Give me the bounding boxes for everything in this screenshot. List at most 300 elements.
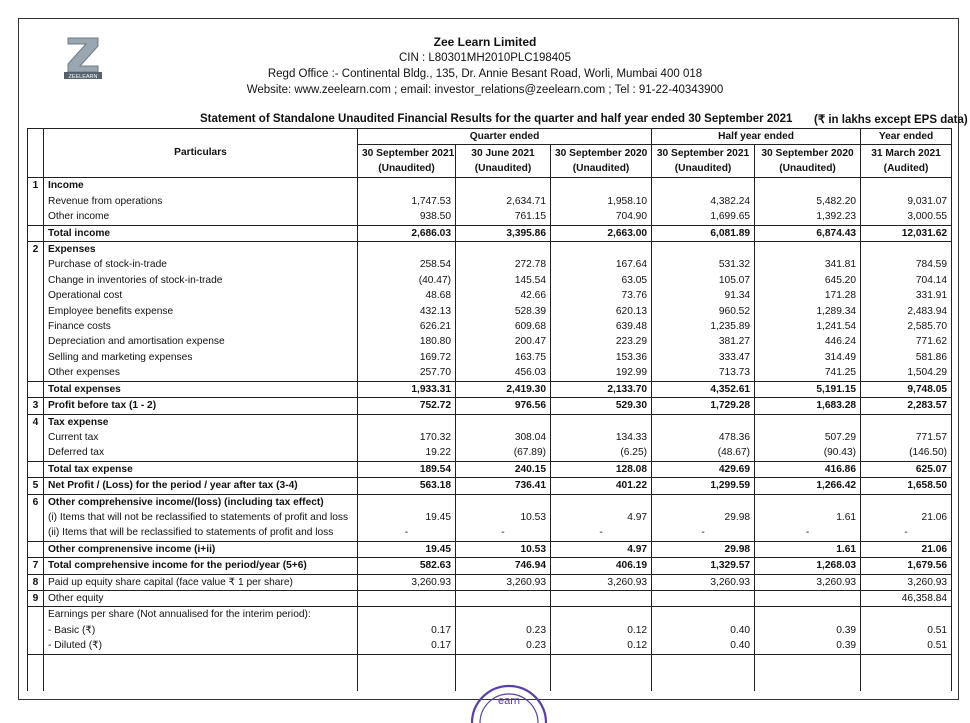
row-label: Other comprenensive income (i+ii) [44, 541, 358, 557]
table-row [28, 209, 952, 225]
table-row [28, 558, 952, 574]
row-label: - Diluted (₹) [44, 638, 358, 654]
particulars-header: Particulars [44, 145, 358, 178]
row-label: Tax expense [44, 414, 358, 430]
column-header: 31 March 2021 (Audited) [861, 145, 952, 178]
value-cell: 1,679.56 [861, 558, 952, 574]
value-cell: 4,382.24 [652, 194, 755, 209]
value-cell: 21.06 [861, 541, 952, 557]
row-label: Other equity [44, 590, 358, 606]
empty-cell [861, 654, 952, 691]
value-cell: 1,958.10 [551, 194, 652, 209]
row-number [28, 638, 44, 654]
table-row [28, 461, 952, 477]
table-row [28, 334, 952, 349]
value-cell: 0.23 [456, 623, 551, 638]
value-cell: 4.97 [551, 510, 652, 525]
row-number [28, 319, 44, 334]
value-cell: 1,504.29 [861, 365, 952, 381]
value-cell: 73.76 [551, 288, 652, 303]
value-cell: 639.48 [551, 319, 652, 334]
row-number [28, 350, 44, 365]
value-cell: (146.50) [861, 445, 952, 461]
value-cell: 308.04 [456, 430, 551, 445]
value-cell [551, 414, 652, 430]
value-cell: 19.22 [358, 445, 456, 461]
value-cell: 3,395.86 [456, 225, 551, 241]
quarter-ended-header: Quarter ended [358, 129, 652, 145]
value-cell: 446.24 [755, 334, 861, 349]
table-row [28, 257, 952, 272]
row-label: Income [44, 178, 358, 194]
value-cell [358, 590, 456, 606]
value-cell: 582.63 [358, 558, 456, 574]
row-number: 8 [28, 574, 44, 590]
value-cell: 1,683.28 [755, 398, 861, 414]
value-cell: 4,352.61 [652, 381, 755, 397]
value-cell: 171.28 [755, 288, 861, 303]
value-cell: 0.17 [358, 638, 456, 654]
value-cell: 0.51 [861, 638, 952, 654]
value-cell: 0.17 [358, 623, 456, 638]
value-cell: 200.47 [456, 334, 551, 349]
value-cell: 784.59 [861, 257, 952, 272]
value-cell: 145.54 [456, 273, 551, 288]
value-cell: 19.45 [358, 541, 456, 557]
value-cell: 91.34 [652, 288, 755, 303]
value-cell [551, 494, 652, 510]
value-cell [755, 242, 861, 258]
column-header: 30 September 2021 (Unaudited) [358, 145, 456, 178]
row-number [28, 445, 44, 461]
table-row [28, 574, 952, 590]
value-cell: 416.86 [755, 461, 861, 477]
value-cell: (40.47) [358, 273, 456, 288]
row-label: Finance costs [44, 319, 358, 334]
svg-text:earn: earn [497, 695, 521, 707]
financial-results-table [27, 128, 952, 691]
row-number [28, 304, 44, 319]
row-label: Total comprehensive income for the period/year (5+6) [44, 558, 358, 574]
value-cell [861, 414, 952, 430]
cin-line: CIN : L80301MH2010PLC198405 [399, 52, 571, 64]
row-label: Revenue from operations [44, 194, 358, 209]
row-label: Deferred tax [44, 445, 358, 461]
row-label: Expenses [44, 242, 358, 258]
value-cell: 771.62 [861, 334, 952, 349]
table-row [28, 398, 952, 414]
row-number: 7 [28, 558, 44, 574]
half-year-ended-header: Half year ended [652, 129, 861, 145]
row-number: 6 [28, 494, 44, 510]
value-cell: 3,260.93 [652, 574, 755, 590]
table-row [28, 304, 952, 319]
value-cell: 0.40 [652, 638, 755, 654]
group-header-row [28, 129, 952, 145]
table-row [28, 225, 952, 241]
value-cell: 429.69 [652, 461, 755, 477]
value-cell: 0.40 [652, 623, 755, 638]
value-cell: 19.45 [358, 510, 456, 525]
row-label: Purchase of stock-in-trade [44, 257, 358, 272]
row-number [28, 510, 44, 525]
table-row [28, 590, 952, 606]
value-cell: 9,748.05 [861, 381, 952, 397]
value-cell: 1,329.57 [652, 558, 755, 574]
value-cell: 63.05 [551, 273, 652, 288]
value-cell: (90.43) [755, 445, 861, 461]
row-number [28, 541, 44, 557]
value-cell: 105.07 [652, 273, 755, 288]
value-cell: 2,663.00 [551, 225, 652, 241]
value-cell [652, 414, 755, 430]
value-cell: 1,392.23 [755, 209, 861, 225]
value-cell [358, 178, 456, 194]
column-header: 30 September 2020 (Unaudited) [755, 145, 861, 178]
value-cell [755, 178, 861, 194]
value-cell [551, 590, 652, 606]
table-row [28, 178, 952, 194]
value-cell: 163.75 [456, 350, 551, 365]
value-cell: 314.49 [755, 350, 861, 365]
row-number [28, 288, 44, 303]
value-cell: 2,483.94 [861, 304, 952, 319]
column-header: 30 June 2021 (Unaudited) [456, 145, 551, 178]
registered-office-line: Regd Office :- Continental Bldg., 135, Dr. Annie Besant Road, Worli, Mumbai 400 018 [267, 68, 703, 80]
row-label: Total expenses [44, 381, 358, 397]
value-cell [861, 242, 952, 258]
value-cell: 2,585.70 [861, 319, 952, 334]
value-cell: 976.56 [456, 398, 551, 414]
empty-cell [551, 654, 652, 691]
value-cell: 29.98 [652, 510, 755, 525]
row-number [28, 461, 44, 477]
value-cell: 741.25 [755, 365, 861, 381]
value-cell: 381.27 [652, 334, 755, 349]
value-cell: 529.30 [551, 398, 652, 414]
value-cell: 5,482.20 [755, 194, 861, 209]
row-number: 5 [28, 478, 44, 494]
value-cell: 153.36 [551, 350, 652, 365]
table-row [28, 623, 952, 638]
row-number [28, 623, 44, 638]
table-row [28, 445, 952, 461]
value-cell [861, 607, 952, 623]
value-cell [652, 607, 755, 623]
value-cell: 3,260.93 [755, 574, 861, 590]
value-cell: 6,081.89 [652, 225, 755, 241]
value-cell: 625.07 [861, 461, 952, 477]
value-cell: 272.78 [456, 257, 551, 272]
value-cell: 258.54 [358, 257, 456, 272]
value-cell: 331.91 [861, 288, 952, 303]
value-cell: 3,000.55 [861, 209, 952, 225]
value-cell: 406.19 [551, 558, 652, 574]
value-cell [456, 242, 551, 258]
value-cell: 180.80 [358, 334, 456, 349]
row-label: (i) Items that will not be reclassified to statements of profit and loss [44, 510, 358, 525]
value-cell [861, 494, 952, 510]
value-cell [861, 178, 952, 194]
table-row [28, 525, 952, 541]
value-cell: 645.20 [755, 273, 861, 288]
value-cell: 432.13 [358, 304, 456, 319]
row-label: Paid up equity share capital (face value ₹ 1 per share) [44, 574, 358, 590]
empty-cell [755, 654, 861, 691]
value-cell [456, 178, 551, 194]
row-label: Selling and marketing expenses [44, 350, 358, 365]
value-cell [652, 178, 755, 194]
value-cell: 6,874.43 [755, 225, 861, 241]
value-cell [755, 494, 861, 510]
value-cell: 240.15 [456, 461, 551, 477]
value-cell: 736.41 [456, 478, 551, 494]
value-cell: 333.47 [652, 350, 755, 365]
row-number [28, 607, 44, 623]
value-cell: 3,260.93 [358, 574, 456, 590]
value-cell [652, 242, 755, 258]
value-cell: 46,358.84 [861, 590, 952, 606]
row-label: Total income [44, 225, 358, 241]
value-cell: 12,031.62 [861, 225, 952, 241]
value-cell: 29.98 [652, 541, 755, 557]
table-row [28, 194, 952, 209]
column-header: 30 September 2020 (Unaudited) [551, 145, 652, 178]
row-number [28, 381, 44, 397]
row-label: Employee benefits expense [44, 304, 358, 319]
value-cell: 771.57 [861, 430, 952, 445]
value-cell: 1,235.89 [652, 319, 755, 334]
value-cell [456, 607, 551, 623]
value-cell: 42.66 [456, 288, 551, 303]
table-row [28, 607, 952, 623]
value-cell: 1,241.54 [755, 319, 861, 334]
value-cell: 746.94 [456, 558, 551, 574]
value-cell: 0.39 [755, 623, 861, 638]
empty-cell [28, 654, 44, 691]
empty-cell [358, 654, 456, 691]
value-cell: 2,634.71 [456, 194, 551, 209]
value-cell: 1,266.42 [755, 478, 861, 494]
row-label: (ii) Items that will be reclassified to statements of profit and loss [44, 525, 358, 541]
value-cell: (6.25) [551, 445, 652, 461]
value-cell: 21.06 [861, 510, 952, 525]
row-number [28, 525, 44, 541]
row-label: Current tax [44, 430, 358, 445]
value-cell: 752.72 [358, 398, 456, 414]
value-cell: 1,933.31 [358, 381, 456, 397]
table-row [28, 510, 952, 525]
value-cell: - [861, 525, 952, 541]
value-cell: 5,191.15 [755, 381, 861, 397]
value-cell: 1.61 [755, 510, 861, 525]
value-cell: 531.32 [652, 257, 755, 272]
value-cell [358, 242, 456, 258]
table-row [28, 638, 952, 654]
table-row [28, 365, 952, 381]
table-row [28, 381, 952, 397]
value-cell [358, 494, 456, 510]
value-cell: 704.14 [861, 273, 952, 288]
value-cell [456, 590, 551, 606]
row-label: Total tax expense [44, 461, 358, 477]
value-cell: 620.13 [551, 304, 652, 319]
value-cell: 170.32 [358, 430, 456, 445]
row-number [28, 365, 44, 381]
value-cell: 48.68 [358, 288, 456, 303]
value-cell [358, 414, 456, 430]
row-label: Earnings per share (Not annualised for the interim period): [44, 607, 358, 623]
row-number: 3 [28, 398, 44, 414]
value-cell: 581.86 [861, 350, 952, 365]
row-number: 9 [28, 590, 44, 606]
value-cell: 1.61 [755, 541, 861, 557]
value-cell: 2,419.30 [456, 381, 551, 397]
table-row [28, 541, 952, 557]
currency-note: (₹ in lakhs except EPS data) [814, 114, 968, 126]
value-cell: 128.08 [551, 461, 652, 477]
value-cell [358, 607, 456, 623]
table-row [28, 414, 952, 430]
value-cell: 0.23 [456, 638, 551, 654]
table-row [28, 242, 952, 258]
value-cell: 2,283.57 [861, 398, 952, 414]
value-cell: 0.12 [551, 638, 652, 654]
row-label: Operational cost [44, 288, 358, 303]
row-number [28, 334, 44, 349]
value-cell: 626.21 [358, 319, 456, 334]
value-cell: 478.36 [652, 430, 755, 445]
value-cell [456, 494, 551, 510]
value-cell: 189.54 [358, 461, 456, 477]
value-cell: 1,747.53 [358, 194, 456, 209]
value-cell [551, 178, 652, 194]
row-label: Other expenses [44, 365, 358, 381]
value-cell: 2,686.03 [358, 225, 456, 241]
year-ended-header: Year ended [861, 129, 952, 145]
value-cell: 3,260.93 [456, 574, 551, 590]
value-cell: 563.18 [358, 478, 456, 494]
row-number: 4 [28, 414, 44, 430]
table-row [28, 273, 952, 288]
value-cell: 3,260.93 [861, 574, 952, 590]
statement-title: Statement of Standalone Unaudited Financial Results for the quarter and half year ended 30 September 2021 [200, 113, 793, 125]
value-cell [551, 242, 652, 258]
value-cell: 0.51 [861, 623, 952, 638]
value-cell: 0.39 [755, 638, 861, 654]
row-label: Net Profit / (Loss) for the period / year after tax (3-4) [44, 478, 358, 494]
value-cell: 713.73 [652, 365, 755, 381]
table-body [28, 178, 952, 691]
value-cell: (67.89) [456, 445, 551, 461]
empty-cell [652, 654, 755, 691]
value-cell [652, 494, 755, 510]
contact-line: Website: www.zeelearn.com ; email: investor_relations@zeelearn.com ; Tel : 91-22-40343900 [246, 84, 724, 96]
value-cell: 704.90 [551, 209, 652, 225]
row-label: - Basic (₹) [44, 623, 358, 638]
row-number [28, 273, 44, 288]
value-cell [755, 607, 861, 623]
value-cell: 134.33 [551, 430, 652, 445]
value-cell: 761.15 [456, 209, 551, 225]
value-cell: 1,299.59 [652, 478, 755, 494]
table-row [28, 494, 952, 510]
value-cell: 169.72 [358, 350, 456, 365]
value-cell: (48.67) [652, 445, 755, 461]
value-cell: 507.29 [755, 430, 861, 445]
column-header: 30 September 2021 (Unaudited) [652, 145, 755, 178]
value-cell: 1,658.50 [861, 478, 952, 494]
value-cell: 401.22 [551, 478, 652, 494]
row-number: 1 [28, 178, 44, 194]
value-cell: - [652, 525, 755, 541]
value-cell [652, 590, 755, 606]
value-cell: 1,268.03 [755, 558, 861, 574]
value-cell [755, 590, 861, 606]
value-cell: - [551, 525, 652, 541]
value-cell: 0.12 [551, 623, 652, 638]
empty-cell [44, 654, 358, 691]
value-cell: 1,289.34 [755, 304, 861, 319]
row-number [28, 257, 44, 272]
row-number [28, 430, 44, 445]
value-cell: 3,260.93 [551, 574, 652, 590]
row-number: 2 [28, 242, 44, 258]
value-cell: - [358, 525, 456, 541]
value-cell [551, 607, 652, 623]
value-cell: 1,699.65 [652, 209, 755, 225]
value-cell: 1,729.28 [652, 398, 755, 414]
row-label: Profit before tax (1 - 2) [44, 398, 358, 414]
table-row [28, 350, 952, 365]
value-cell: 10.53 [456, 510, 551, 525]
value-cell: 223.29 [551, 334, 652, 349]
value-cell: 341.81 [755, 257, 861, 272]
value-cell [456, 414, 551, 430]
table-row [28, 430, 952, 445]
value-cell: 167.64 [551, 257, 652, 272]
column-header-row [28, 145, 952, 178]
value-cell: 938.50 [358, 209, 456, 225]
value-cell: 257.70 [358, 365, 456, 381]
row-number [28, 225, 44, 241]
value-cell: 4.97 [551, 541, 652, 557]
value-cell [755, 414, 861, 430]
logo-brand-text: ZEELEARN [68, 74, 98, 80]
value-cell: 2,133.70 [551, 381, 652, 397]
table-row [28, 319, 952, 334]
company-seal-stamp [466, 683, 552, 723]
row-label: Depreciation and amortisation expense [44, 334, 358, 349]
value-cell: 10.53 [456, 541, 551, 557]
value-cell: 192.99 [551, 365, 652, 381]
value-cell: 456.03 [456, 365, 551, 381]
value-cell: 960.52 [652, 304, 755, 319]
value-cell: 9,031.07 [861, 194, 952, 209]
company-header [0, 34, 970, 98]
value-cell: 528.39 [456, 304, 551, 319]
row-number [28, 194, 44, 209]
value-cell: 609.68 [456, 319, 551, 334]
row-label: Other income [44, 209, 358, 225]
row-label: Change in inventories of stock-in-trade [44, 273, 358, 288]
company-name: Zee Learn Limited [433, 35, 537, 49]
value-cell: - [456, 525, 551, 541]
value-cell: - [755, 525, 861, 541]
row-label: Other comprehensive income/(loss) (including tax effect) [44, 494, 358, 510]
table-row [28, 478, 952, 494]
table-row [28, 288, 952, 303]
